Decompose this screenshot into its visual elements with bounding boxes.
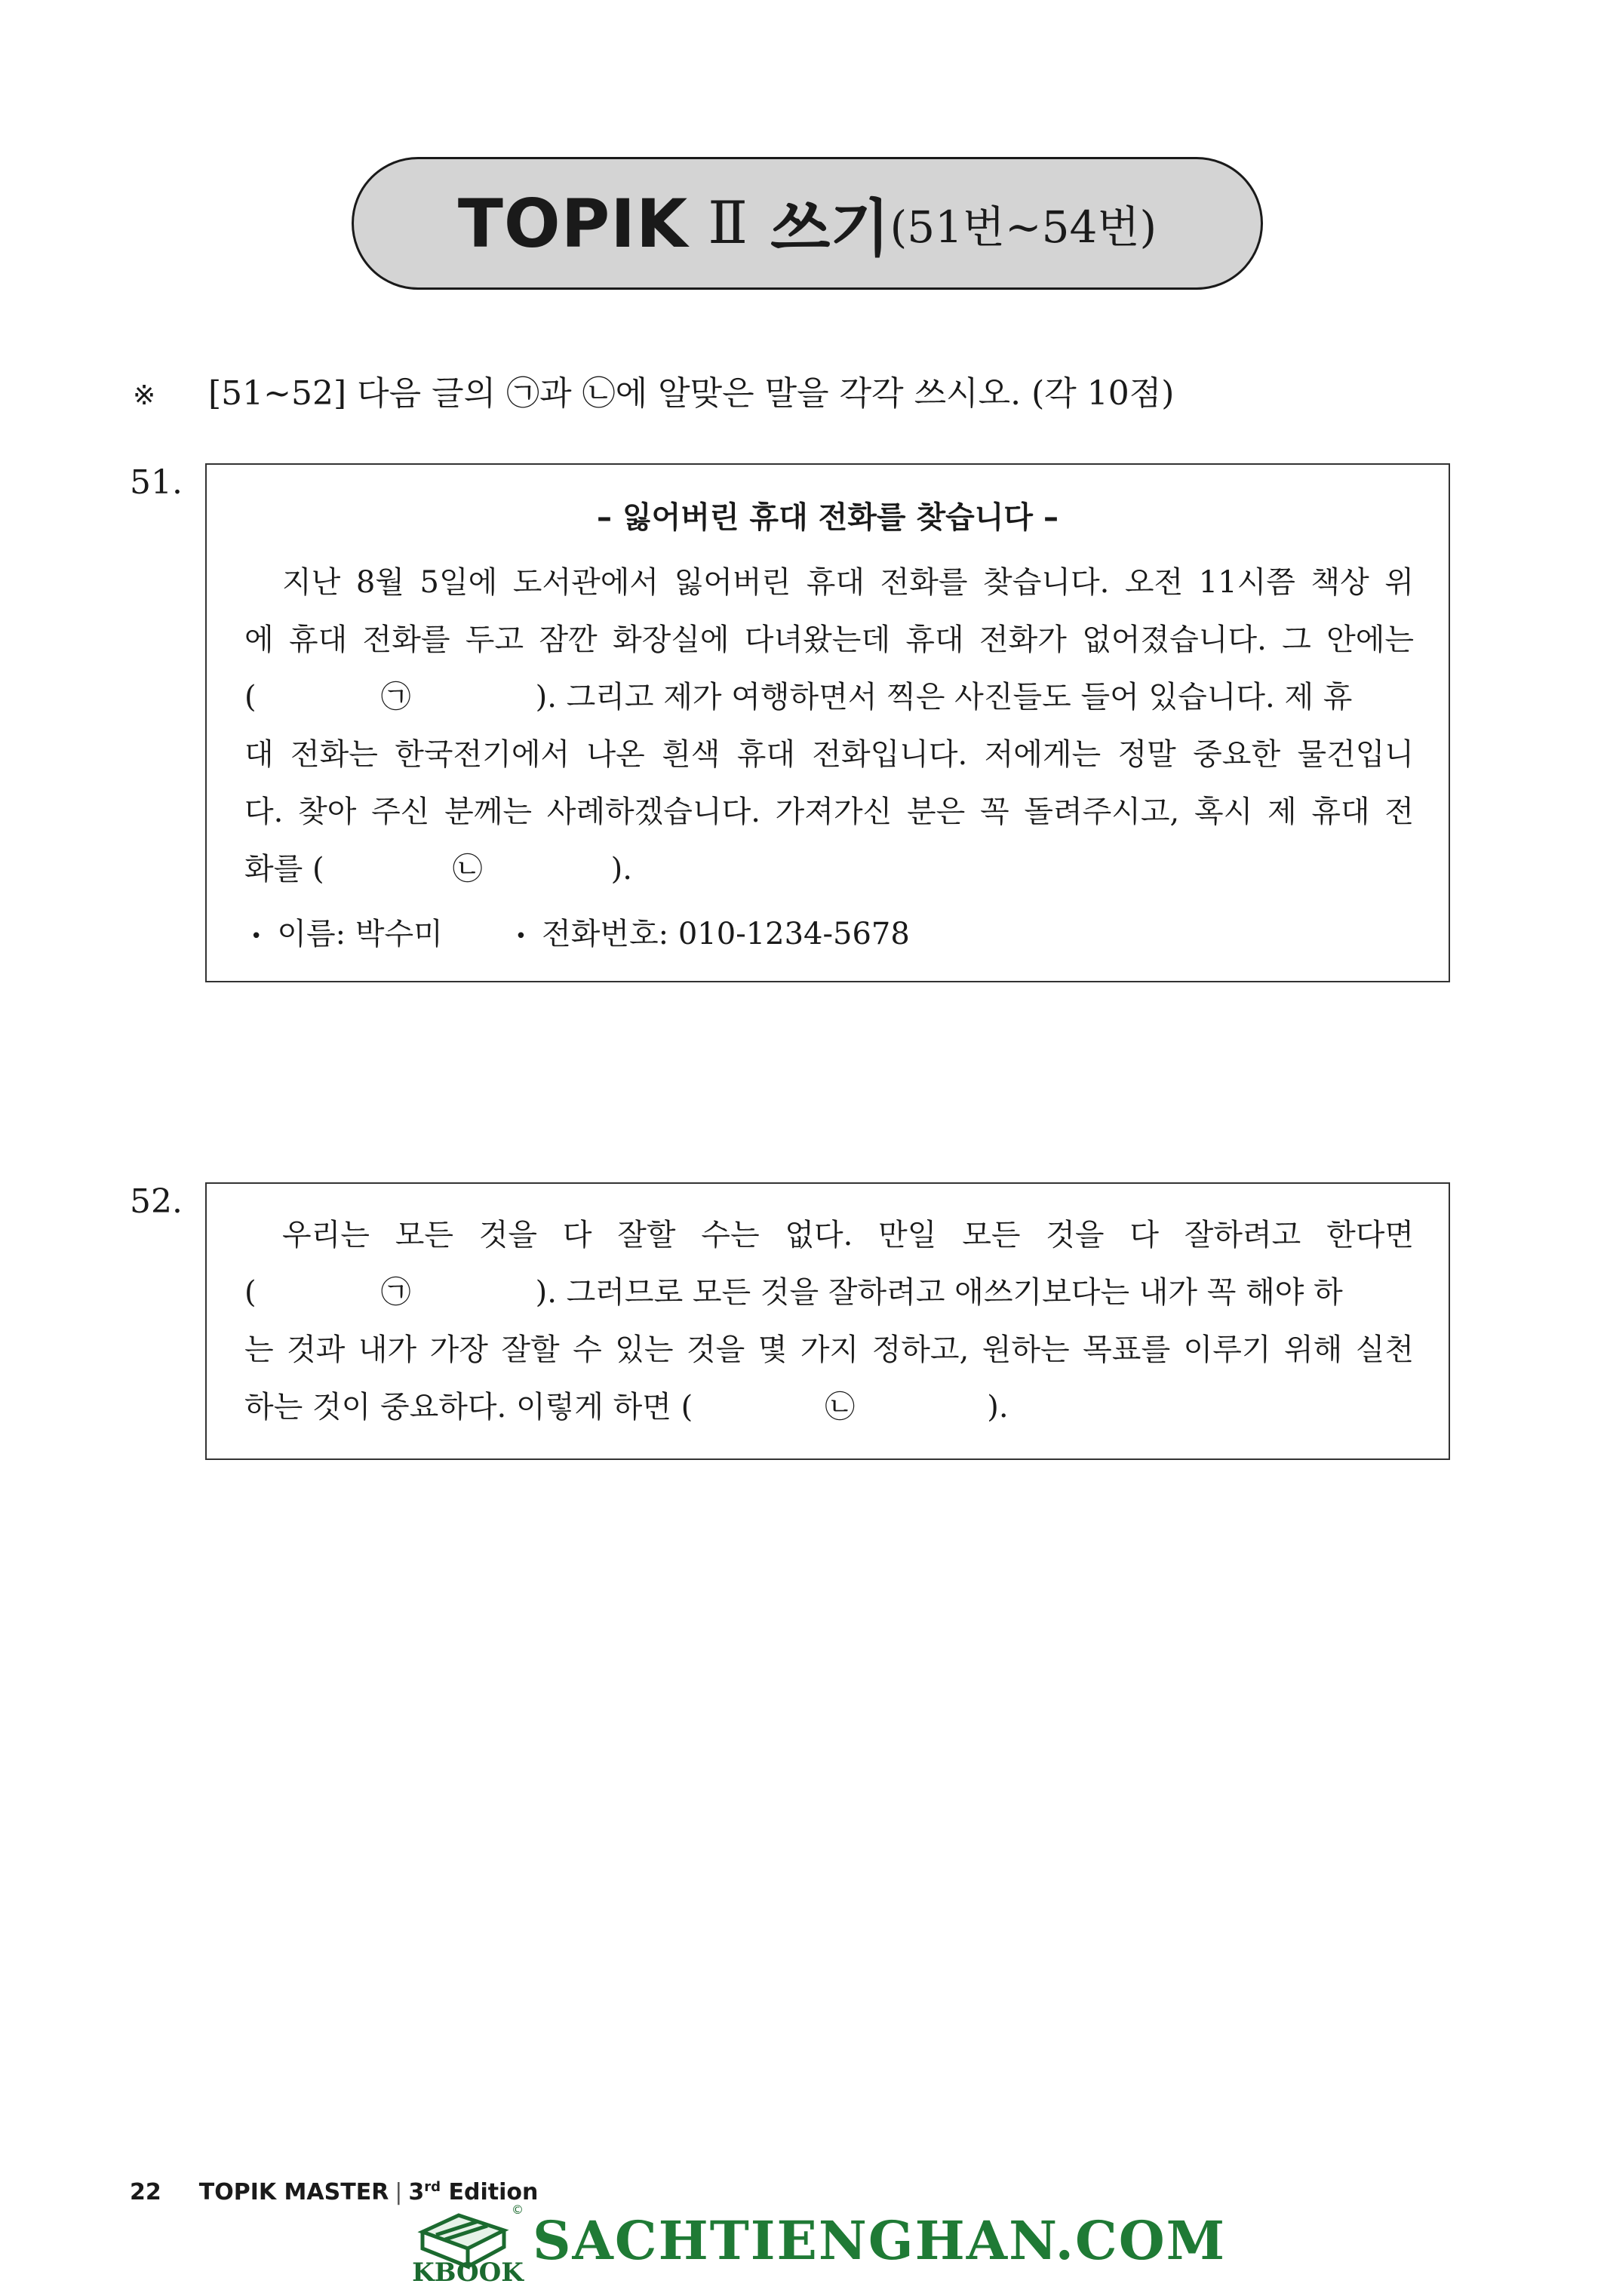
logo-wordmark: KBOOK [412,2258,524,2288]
edition-suffix: rd [424,2179,441,2195]
edition-number: 3 [408,2179,425,2205]
question-52-line-4 [244,1386,1414,1428]
blank-a-open-paren: ( [244,680,257,715]
question-52-number: 52. [130,1182,183,1221]
question-51-line-4: 대 전화는 한국전기에서 나온 흰색 휴대 전화입니다. 저에게는 정말 중요한 물건입니 [244,737,1414,772]
question-51-line-1: 지난 8월 5일에 도서관에서 잃어버린 휴대 전화를 찾습니다. 오전 11시쯤 책상 위 [282,565,1414,600]
blank-a-marker: ㉠ [380,1275,411,1310]
blank-a-marker: ㉠ [380,680,411,715]
blank-b-close-paren: ). [987,1390,1009,1425]
question-51-number: 51. [130,463,183,502]
question-52-line-2 [244,1271,1414,1314]
reference-mark-icon: ※ [133,380,156,411]
question-51-line-3-text: ). 그리고 제가 여행하면서 찍은 사진들도 들어 있습니다. 제 휴 [535,680,1353,715]
question-51-line-6-text: 화를 ( [244,852,324,887]
contact-info [250,910,910,953]
section-title-pill [352,157,1263,290]
section-title-subject: 쓰기 [770,192,890,265]
svg-text:©: © [512,2202,524,2217]
contact-name: 이름: 박수미 [277,917,443,951]
section-title-range: (51번~54번) [890,201,1157,253]
footer-separator: | [395,2179,403,2205]
blank-b-marker: ㉡ [825,1390,856,1425]
question-51-line-6 [244,848,1414,890]
contact-phone: 전화번호: 010-1234-5678 [542,917,910,951]
question-51-line-2: 에 휴대 전화를 두고 잠깐 화장실에 다녀왔는데 휴대 전화가 없어졌습니다. 그 안에는 [244,622,1414,657]
book-title: TOPIK MASTER [198,2179,389,2205]
question-51-line-5: 다. 찾아 주신 분께는 사례하겠습니다. 가져가신 분은 꼭 돌려주시고, 혹시 제 휴대 전 [244,795,1414,829]
bullet-icon: • [515,925,527,948]
question-52-line-3: 는 것과 내가 가장 잘할 수 있는 것을 몇 가지 정하고, 원하는 목표를 이루기 위해 실천 [244,1332,1414,1367]
section-title-level: Ⅱ [708,189,748,257]
question-51-title: – 잃어버린 휴대 전화를 찾습니다 – [597,500,1059,535]
question-51-box [205,463,1450,982]
bullet-icon: • [250,925,263,948]
blank-a-open-paren: ( [244,1275,257,1310]
question-52-line-2-text: ). 그러므로 모든 것을 잘하려고 애쓰기보다는 내가 꼭 해야 하 [535,1275,1343,1310]
question-52-line-1: 우리는 모든 것을 다 잘할 수는 없다. 만일 모든 것을 다 잘하려고 한다면 [282,1218,1414,1253]
instruction-text: [51~52] 다음 글의 ㉠과 ㉡에 알맞은 말을 각각 쓰시오. (각 10점) [208,374,1175,413]
section-title-main: TOPIK [457,184,689,263]
blank-b-marker: ㉡ [452,852,483,887]
question-52-line-4-text: 하는 것이 중요하다. 이렇게 하면 ( [244,1390,693,1425]
watermark-site: SACHTIENGHAN.COM [533,2209,1227,2272]
edition-word: Edition [448,2179,539,2205]
instruction-line [133,366,1174,414]
question-52-box [205,1182,1450,1460]
page-number: 22 [130,2179,161,2205]
question-51-line-3 [244,676,1414,718]
blank-b-close-paren: ). [610,852,632,887]
